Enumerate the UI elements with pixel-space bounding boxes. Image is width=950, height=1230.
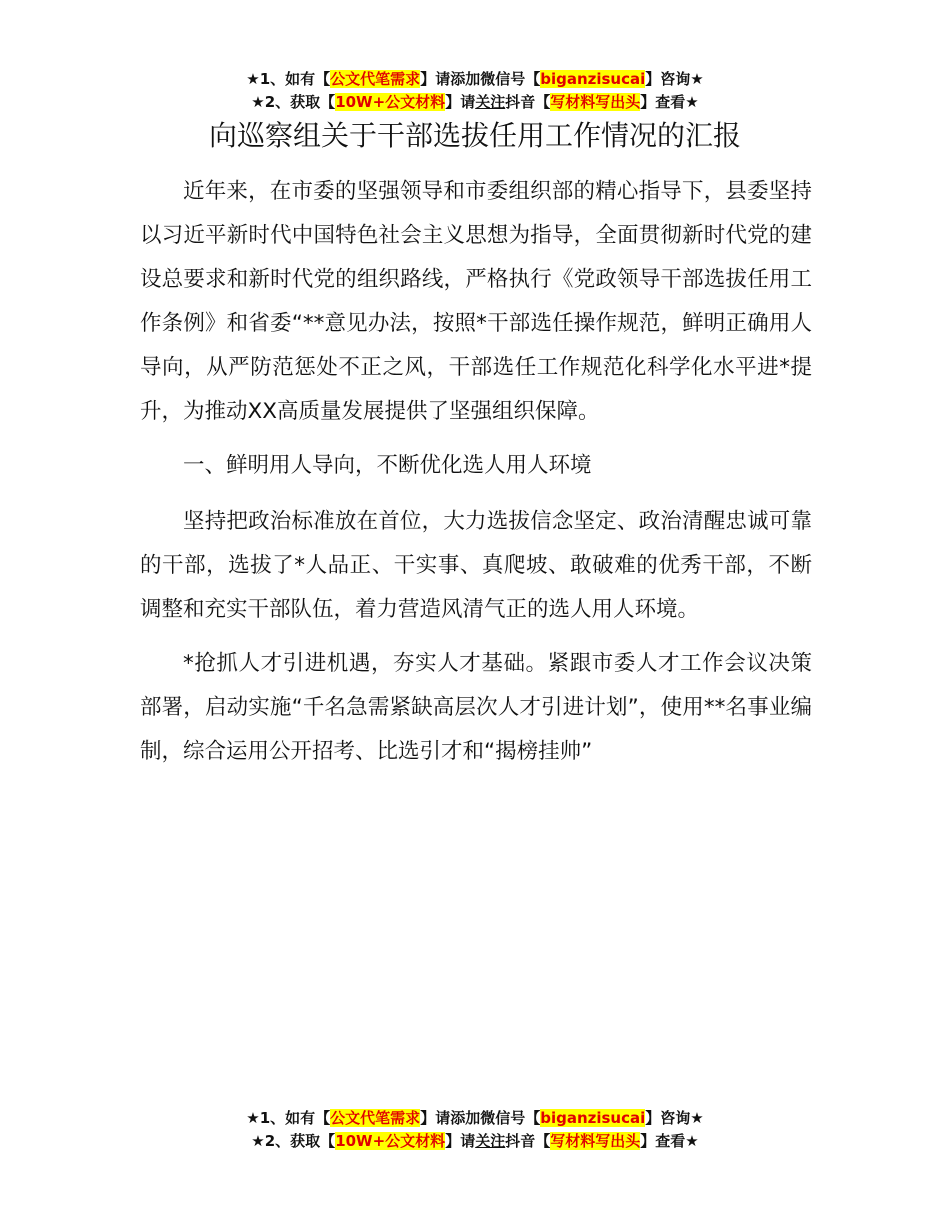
footer-line-1 (0, 1107, 950, 1130)
footer-highlight-materials: 10W+公文材料 (335, 1132, 446, 1150)
banner-underlined-follow: 关注 (475, 93, 506, 111)
paragraph-intro: 近年来，在市委的坚强领导和市委组织部的精心指导下，县委坚持以习近平新时代中国特色社会主义思想为指导，全面贯彻新时代党的建设总要求和新时代党的组织路线，严格执行《党政领导干部选拔任用工作条例》和省委“**意见办法，按照*干部选任操作规范，鲜明正确用人导向，从严防范惩处不正之风，干部选任工作规范化科学化水平进*提升，为推动XX高质量发展提供了坚强组织保障。 (140, 179, 812, 424)
banner-highlight-douyin: 写材料写出头 (550, 93, 641, 111)
footer-highlight-ghostwriting: 公文代笔需求 (330, 1109, 421, 1127)
header-banner (0, 68, 950, 114)
banner-line-2 (0, 91, 950, 114)
document-body (140, 170, 812, 784)
banner-line1-prefix: ★1、如有【 (246, 70, 331, 88)
banner-line-1 (0, 68, 950, 91)
footer-line1-prefix: ★1、如有【 (246, 1109, 331, 1127)
banner-highlight-wechat-id: biganzisucai (540, 70, 646, 88)
footer-line2-middle-b: 抖音【 (505, 1132, 551, 1150)
banner-line2-prefix: ★2、获取【 (251, 93, 336, 111)
paragraph-political-standard: 坚持把政治标准放在首位，大力选拔信念坚定、政治清醒忠诚可靠的干部，选拔了*人品正、干实事、真爬坡、敢破难的优秀干部，不断调整和充实干部队伍，着力营造风清气正的选人用人环境。 (140, 509, 812, 622)
footer-highlight-wechat-id: biganzisucai (540, 1109, 646, 1127)
footer-line-2 (0, 1130, 950, 1153)
banner-line2-suffix: 】查看★ (640, 93, 699, 111)
footer-line1-suffix: 】咨询★ (645, 1109, 704, 1127)
footer-line2-suffix: 】查看★ (640, 1132, 699, 1150)
banner-line1-suffix: 】咨询★ (645, 70, 704, 88)
footer-banner (0, 1107, 950, 1153)
document-title: 向巡察组关于干部选拔任用工作情况的汇报 (208, 119, 741, 152)
banner-highlight-ghostwriting: 公文代笔需求 (330, 70, 421, 88)
banner-line2-middle-a: 】请 (445, 93, 476, 111)
banner-line2-middle-b: 抖音【 (505, 93, 551, 111)
footer-line2-middle-a: 】请 (445, 1132, 476, 1150)
banner-line1-middle: 】请添加微信号【 (420, 70, 541, 88)
section-heading-1: 一、鲜明用人导向，不断优化选人用人环境 (183, 453, 592, 478)
footer-line1-middle: 】请添加微信号【 (420, 1109, 541, 1127)
paragraph-talent-introduction: *抢抓人才引进机遇，夯实人才基础。紧跟市委人才工作会议决策部署，启动实施“千名急需紧缺高层次人才引进计划”，使用**名事业编制，综合运用公开招考、比选引才和“揭榜挂帅” (140, 651, 812, 764)
banner-highlight-materials: 10W+公文材料 (335, 93, 446, 111)
footer-highlight-douyin: 写材料写出头 (550, 1132, 641, 1150)
footer-underlined-follow: 关注 (475, 1132, 506, 1150)
footer-line2-prefix: ★2、获取【 (251, 1132, 336, 1150)
